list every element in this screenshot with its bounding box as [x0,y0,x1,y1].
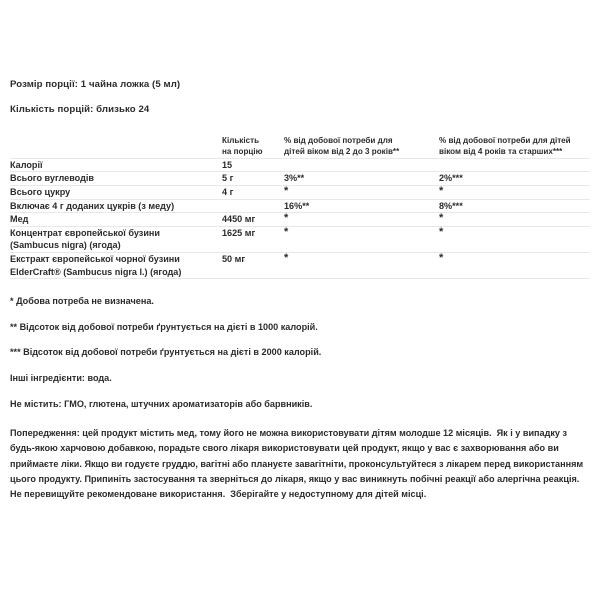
table-body [10,158,590,278]
nutrient-dv-2-3: * [284,185,289,197]
nutrient-dv-2-3 [284,158,439,172]
table-header [10,135,590,158]
nutrient-amount: 5 г [222,173,234,184]
nutrient-name [10,199,222,213]
serving-information [10,0,590,116]
nutrient-name [10,158,222,172]
nutrient-amount: 4450 мг [222,214,256,225]
column-header-dv-children-4-plus [439,135,590,158]
nutrient-amount [222,199,284,213]
nutrient-dv-2-3: 16%** [284,200,310,211]
column-header-dv-2-3-line2: дітей віком від 2 до 3 років** [284,147,400,157]
nutrient-name-line1: Екстракт європейської чорної бузини [10,253,180,264]
column-header-amount-per-serving [222,135,284,158]
nutrient-dv-4-plus: * [439,251,444,264]
nutrient-dv-4-plus [439,158,590,172]
table-header-row [10,135,590,158]
table-row [10,172,590,186]
table-row [10,226,590,252]
nutrient-name [10,226,222,252]
nutrient-name [10,172,222,186]
serving-size-line: Розмір порції: 1 чайна ложка (5 мл) [10,79,181,90]
column-header-dv-4plus-line1: % від добової потреби для дітей [439,136,571,145]
nutrient-dv-4-plus: * [439,185,444,197]
nutrient-dv-4-plus: 8%*** [439,200,463,211]
nutrient-dv-4-plus: 2%*** [439,173,463,184]
column-header-amount-line1: Кількість [222,136,260,145]
nutrient-name-line1: Концентрат європейської бузини [10,227,160,238]
footnotes-section [10,295,590,410]
column-header-nutrient [10,135,222,158]
other-ingredients-line: Інші інгредієнти: вода. [10,372,112,383]
nutrient-amount: 15 [222,159,233,170]
table-row [10,199,590,213]
nutrient-dv-2-3: * [284,225,289,238]
nutrient-name-line1: Калорії [10,159,43,170]
nutrient-name-line2: (Sambucus nigra) (ягода) [10,240,121,251]
nutrient-amount: 1625 мг [222,227,256,238]
free-from-line: Не містить: ГМО, глютена, штучних ароматизаторів або барвників. [10,398,313,409]
nutrient-name-line1: Всього цукру [10,187,71,197]
nutrient-name-line2: ElderCraft® (Sambucus nigra l.) (ягода) [10,266,182,277]
column-header-dv-4plus-line2: віком від 4 років та старших*** [439,147,563,157]
nutrient-name [10,213,222,227]
footnote-daily-value-undetermined: * Добова потреба не визначена. [10,296,154,307]
nutrient-name [10,186,222,200]
nutrient-dv-2-3: * [284,251,289,264]
nutrient-dv-4-plus: * [439,225,444,238]
nutrient-amount: 4 г [222,187,234,197]
nutrient-dv-2-3: 3%** [284,173,305,184]
nutrient-name-line1: Мед [10,214,29,225]
footnote-2000-calorie-diet: *** Відсоток від добової потреби ґрунтується на дієті в 2000 калорій. [10,347,322,358]
nutrient-dv-4-plus: * [439,212,444,225]
nutrient-name-line1: Включає 4 г доданих цукрів (з меду) [10,200,175,211]
table-row [10,252,590,278]
footnote-1000-calorie-diet: ** Відсоток від добової потреби ґрунтується на дієті в 1000 калорій. [10,321,318,332]
column-header-amount-line2: на порцію [222,147,263,157]
table-row [10,213,590,227]
warning-paragraph: Попередження: цей продукт містить мед, тому його не можна використовувати дітям молодше 12 місяців. Як і у випадку з будь-якою харчовою добавкою, порадьте свого лікаря використовувати цей продукт, якщо у вас є захворювання або ви приймаєте ліки. Якщо ви годуєте груддю, вагітні або плануєте завагітніти, проконсультуйтеся з лікарем перед використанням цього продукту. Припиніть застосування та зверніться до лікаря, якщо у вас виникнуть побічні реакції або алергічна реакція. Не перевищуйте рекомендоване використання. Зберігайте у недоступному для дітей місці. [10,428,586,499]
column-header-dv-2-3-line1: % від добової потреби для [284,136,393,145]
nutrient-dv-2-3: * [284,212,289,225]
nutrient-name-line1: Всього вуглеводів [10,173,95,184]
nutrient-amount: 50 мг [222,253,246,264]
column-header-dv-children-2-3 [284,135,439,158]
table-row [10,158,590,172]
servings-per-container-line: Кількість порцій: близько 24 [10,104,150,115]
table-row [10,186,590,200]
nutrition-facts-table [10,135,590,279]
nutrient-name [10,252,222,278]
